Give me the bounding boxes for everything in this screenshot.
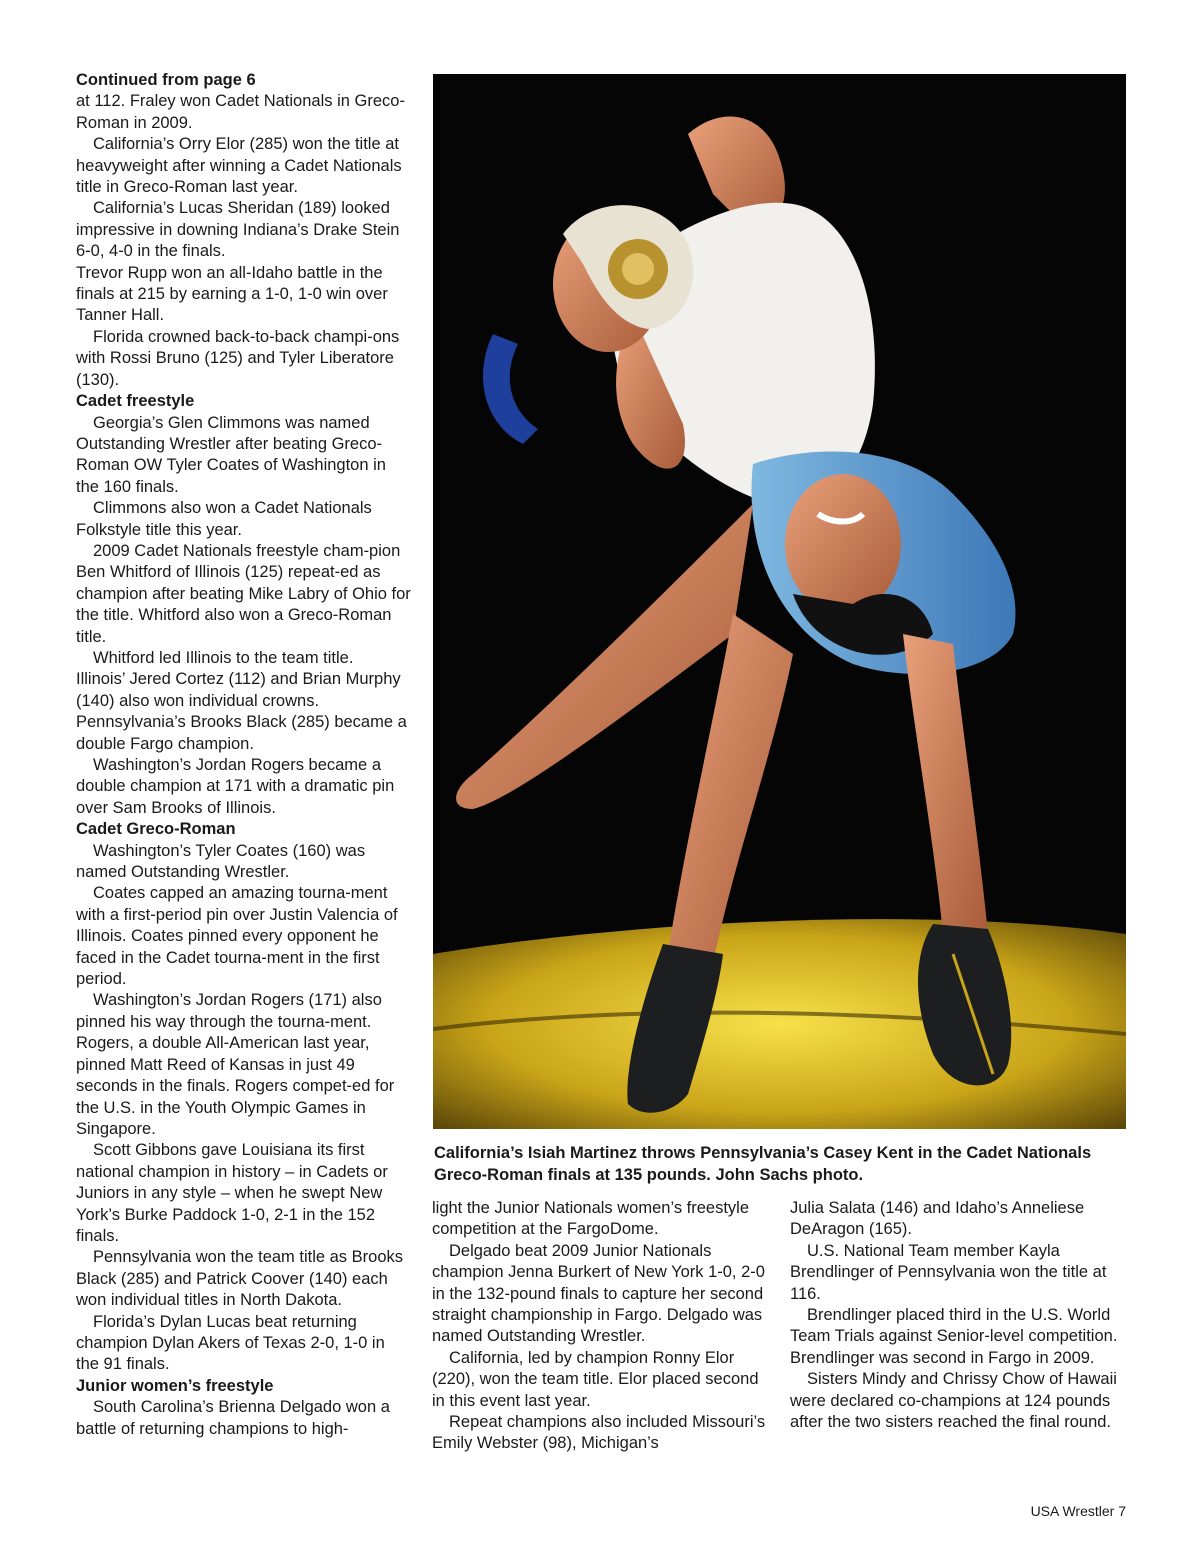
paragraph: California, led by champion Ronny Elor (220), won the team title. Elor placed second in this event last year. xyxy=(432,1348,759,1410)
paragraph: Delgado beat 2009 Junior Nationals champion Jenna Burkert of New York 1-0, 2-0 in the 132-pound finals to capture her second straight championship in Fargo. Delgado was named Outstanding Wrestler. xyxy=(432,1241,765,1346)
paragraph: Washington’s Tyler Coates (160) was named Outstanding Wrestler. xyxy=(76,841,366,882)
paragraph: Washington’s Jordan Rogers (171) also pinned his way through the tourna-ment. Rogers, a double All-American last year, pinned Matt Reed of Kansas in just 49 seconds in the finals. Rogers compet-ed for the U.S. in the Youth Olympic Games in Singapore. xyxy=(76,991,395,1138)
page-footer: USA Wrestler 7 xyxy=(1030,1503,1126,1519)
paragraph: Washington’s Jordan Rogers became a double champion at 171 with a dramatic pin over Sam Brooks of Illinois. xyxy=(76,756,395,817)
paragraph: light the Junior Nationals women’s freestyle competition at the FargoDome. xyxy=(432,1199,750,1239)
section-heading-cadet-greco-roman: Cadet Greco-Roman xyxy=(76,820,236,839)
section-heading-junior-womens-freestyle: Junior women’s freestyle xyxy=(76,1376,274,1395)
wrestling-photo xyxy=(433,74,1126,1129)
paragraph: Coates capped an amazing tourna-ment with a first-period pin over Justin Valencia of Illinois. Coates pinned every opponent he faced in the Cadet tourna-ment in the first period. xyxy=(76,884,398,989)
paragraph: U.S. National Team member Kayla Brendlinger of Pennsylvania won the title at 116. xyxy=(790,1241,1107,1303)
article-column-1 xyxy=(76,70,412,1440)
paragraph: Illinois’ Jered Cortez (112) and Brian Murphy (140) also won individual crowns. xyxy=(76,670,401,710)
paragraph: Scott Gibbons gave Louisiana its first national champion in history – in Cadets or Juniors in any style – when he swept New York’s Burke Paddock 1-0, 2-1 in the 152 finals. xyxy=(76,1141,388,1245)
article-column-2 xyxy=(432,1198,772,1455)
paragraph: California’s Orry Elor (285) won the title at heavyweight after winning a Cadet Nationals title in Greco-Roman last year. xyxy=(76,135,402,197)
paragraph: at 112. Fraley won Cadet Nationals in Greco-Roman in 2009. xyxy=(76,92,405,132)
paragraph: Brendlinger placed third in the U.S. World Team Trials against Senior-level competition. Brendlinger was second in Fargo in 2009. xyxy=(790,1306,1118,1367)
paragraph: Trevor Rupp won an all-Idaho battle in the finals at 215 by earning a 1-0, 1-0 win over Tanner Hall. xyxy=(76,263,388,325)
paragraph: Pennsylvania’s Brooks Black (285) became a double Fargo champion. xyxy=(76,713,407,753)
paragraph: Georgia’s Glen Climmons was named Outstanding Wrestler after beating Greco-Roman OW Tyler Coates of Washington in the 160 finals. xyxy=(76,413,386,496)
paragraph: Repeat champions also included Missouri’s Emily Webster (98), Michigan’s xyxy=(432,1413,766,1453)
paragraph: Julia Salata (146) and Idaho’s Anneliese DeAragon (165). xyxy=(790,1199,1085,1239)
section-heading-cadet-freestyle: Cadet freestyle xyxy=(76,392,195,411)
paragraph: California’s Lucas Sheridan (189) looked impressive in downing Indiana’s Drake Stein 6-0, 4-0 in the finals. xyxy=(76,199,400,261)
paragraph: Whitford led Illinois to the team title. xyxy=(93,648,354,667)
paragraph: Florida crowned back-to-back champi-ons with Rossi Bruno (125) and Tyler Liberatore (130). xyxy=(76,327,400,389)
paragraph: 2009 Cadet Nationals freestyle cham-pion Ben Whitford of Illinois (125) repeat-ed as champion after beating Mike Labry of Ohio for the title. Whitford also won a Greco-Roman title. xyxy=(76,541,411,646)
photo-caption: California’s Isiah Martinez throws Pennsylvania’s Casey Kent in the Cadet Nationals Greco-Roman finals at 135 pounds. John Sachs photo. xyxy=(434,1144,1092,1184)
paragraph: Climmons also won a Cadet Nationals Folkstyle title this year. xyxy=(76,499,372,539)
paragraph: Sisters Mindy and Chrissy Chow of Hawaii were declared co-champions at 124 pounds after the two sisters reached the final round. xyxy=(790,1370,1117,1432)
continued-label: Continued from page 6 xyxy=(76,71,256,89)
article-column-3 xyxy=(790,1198,1130,1433)
paragraph: Pennsylvania won the team title as Brooks Black (285) and Patrick Coover (140) each won individual titles in North Dakota. xyxy=(76,1248,403,1310)
paragraph: South Carolina’s Brienna Delgado won a battle of returning champions to high- xyxy=(76,1398,390,1438)
paragraph: Florida’s Dylan Lucas beat returning champion Dylan Akers of Texas 2-0, 1-0 in the 91 finals. xyxy=(76,1312,385,1374)
